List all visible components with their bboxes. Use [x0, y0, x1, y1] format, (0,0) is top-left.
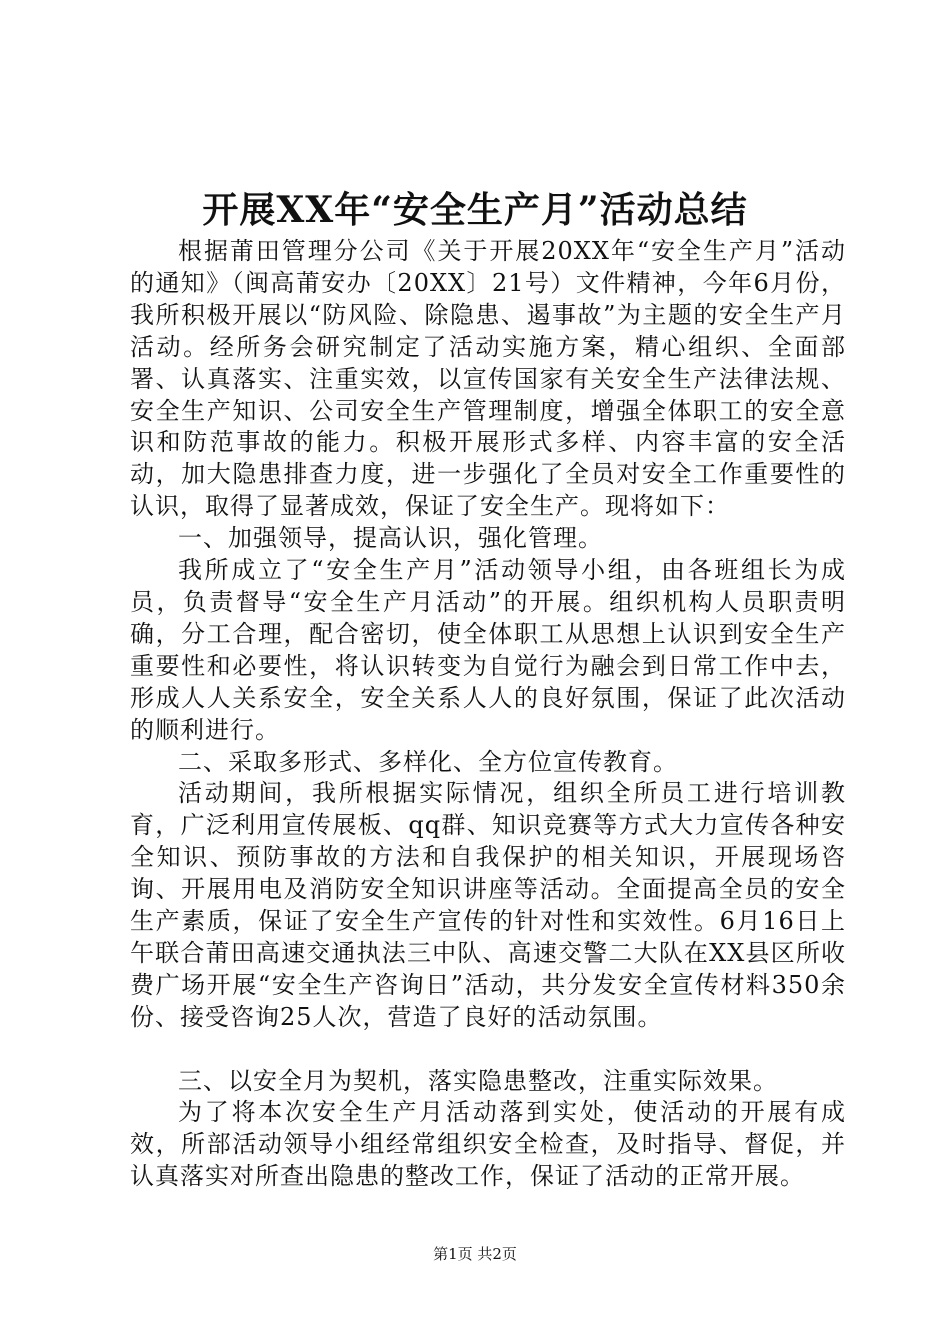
section-heading-3: 三、以安全月为契机，落实隐患整改，注重实际效果。: [178, 1066, 778, 1095]
document-title: 开展XX年“安全生产月”活动总结: [202, 189, 748, 231]
section-heading-1: 一、加强领导，提高认识，强化管理。: [178, 524, 603, 553]
section-paragraph-1: 我所成立了“安全生产月”活动领导小组，由各班组长为成员，负责督导“安全生产月活动”的开展。组织机构人员职责明确，分工合理，配合密切，使全体职工从思想上认识到安全生产重要性和必要性，将认识转变为自觉行为融会到日常工作中去，形成人人关系安全，安全关系人人的良好氛围，保证了此次活动的顺利进行。: [130, 556, 846, 744]
section-heading-2: 二、采取多形式、多样化、全方位宣传教育。: [178, 747, 678, 776]
intro-paragraph: 根据莆田管理分公司《关于开展20XX年“安全生产月”活动的通知》（闽高莆安办〔20XX〕21号）文件精神，今年6月份，我所积极开展以“防风险、除隐患、遏事故”为主题的安全生产月活动。经所务会研究制定了活动实施方案，精心组织、全面部署、认真落实、注重实效，以宣传国家有关安全生产法律法规、安全生产知识、公司安全生产管理制度，增强全体职工的安全意识和防范事故的能力。积极开展形式多样、内容丰富的安全活动，加大隐患排查力度，进一步强化了全员对安全工作重要性的认识，取得了显著成效，保证了安全生产。现将如下：: [130, 237, 846, 521]
section-paragraph-2: 活动期间，我所根据实际情况，组织全所员工进行培训教育，广泛利用宣传展板、qq群、知识竞赛等方式大力宣传各种安全知识、预防事故的方法和自我保护的相关知识，开展现场咨询、开展用电及消防安全知识讲座等活动。全面提高全员的安全生产素质，保证了安全生产宣传的针对性和实效性。6月16日上午联合莆田高速交通执法三中队、高速交警二大队在XX县区所收费广场开展“安全生产咨询日”活动，共分发安全宣传材料350余份、接受咨询25人次，营造了良好的活动氛围。: [130, 779, 846, 1031]
document-body: [130, 236, 846, 1193]
page-number-footer: 第1页 共2页: [433, 1245, 517, 1263]
section-paragraph-3: 为了将本次安全生产月活动落到实处，使活动的开展有成效，所部活动领导小组经常组织安全检查，及时指导、督促，并认真落实对所查出隐患的整改工作，保证了活动的正常开展。: [130, 1098, 846, 1191]
